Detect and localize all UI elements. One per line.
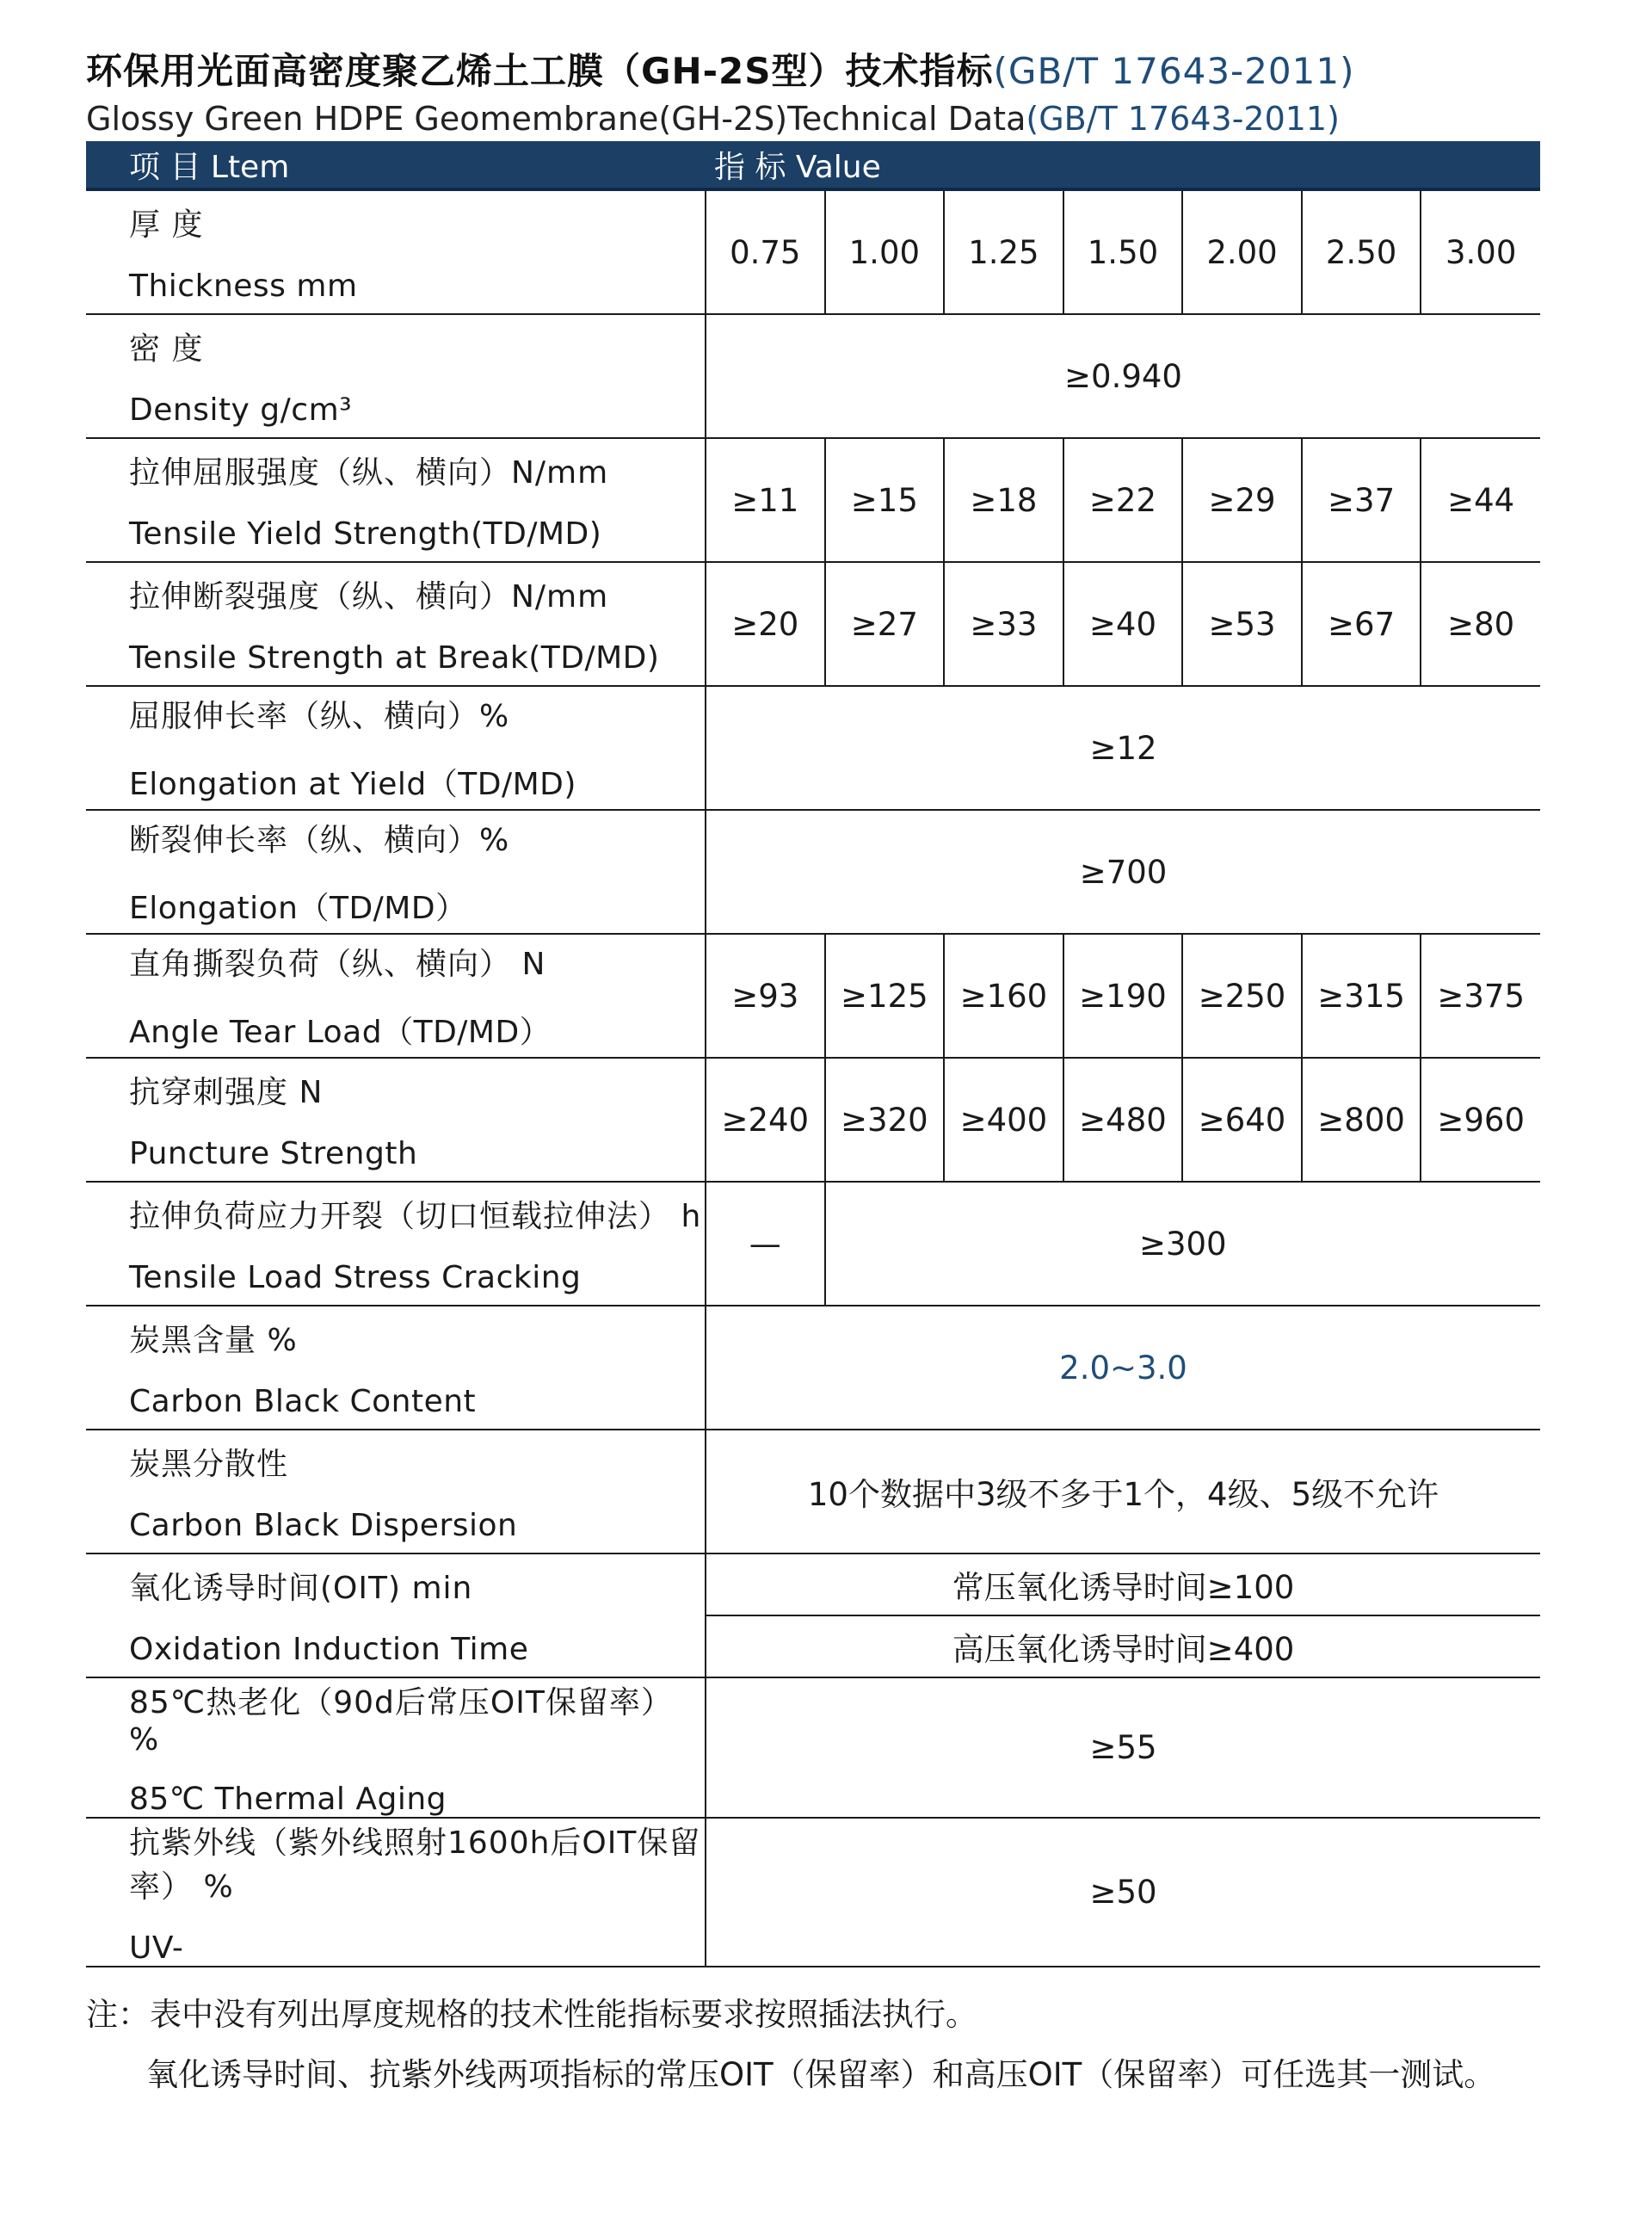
label-cn: 厚 度 bbox=[129, 207, 204, 243]
oit-high-pressure-value: 高压氧化诱导时间≥400 bbox=[706, 1615, 1540, 1677]
label-oit bbox=[86, 1553, 706, 1677]
puncture-value: ≥480 bbox=[1063, 1058, 1183, 1182]
label-thickness bbox=[86, 189, 706, 314]
tear-load-value: ≥315 bbox=[1302, 934, 1421, 1058]
yield-strength-value: ≥22 bbox=[1063, 438, 1183, 562]
row-elongation-yield bbox=[86, 686, 1540, 810]
elongation-yield-value: ≥12 bbox=[706, 686, 1540, 810]
yield-strength-value: ≥44 bbox=[1421, 438, 1540, 562]
label-en: Tensile Strength at Break(TD/MD) bbox=[129, 640, 660, 676]
elongation-break-value: ≥700 bbox=[706, 810, 1540, 934]
label-cn: 拉伸断裂强度（纵、横向）N/mm bbox=[129, 579, 609, 615]
label-en: Angle Tear Load（TD/MD） bbox=[129, 1015, 552, 1050]
row-break-strength bbox=[86, 562, 1540, 686]
break-strength-value: ≥80 bbox=[1421, 562, 1540, 686]
thickness-value: 0.75 bbox=[706, 189, 825, 314]
stress-cracking-value: ≥300 bbox=[825, 1182, 1540, 1306]
thickness-value: 2.00 bbox=[1182, 189, 1302, 314]
footnote bbox=[86, 1985, 1540, 2105]
stress-cracking-first: — bbox=[706, 1182, 825, 1306]
title-en-standard: (GB/T 17643-2011) bbox=[1026, 100, 1340, 138]
thickness-value: 1.00 bbox=[825, 189, 945, 314]
row-carbon-content bbox=[86, 1306, 1540, 1430]
tear-load-value: ≥250 bbox=[1182, 934, 1302, 1058]
label-carbon-dispersion bbox=[86, 1430, 706, 1553]
label-elongation-yield bbox=[86, 686, 706, 810]
label-cn: 85℃热老化（90d后常压OIT保留率） % bbox=[129, 1685, 673, 1757]
row-yield-strength bbox=[86, 438, 1540, 562]
label-cn: 炭黑分散性 bbox=[129, 1447, 289, 1482]
table-header-row bbox=[86, 141, 1540, 189]
label-cn: 密 度 bbox=[129, 331, 204, 367]
carbon-content-value: 2.0~3.0 bbox=[706, 1306, 1540, 1430]
label-elongation-break bbox=[86, 810, 706, 934]
thickness-value: 3.00 bbox=[1421, 189, 1540, 314]
label-cn: 抗穿刺强度 N bbox=[129, 1075, 324, 1110]
row-elongation-break bbox=[86, 810, 1540, 934]
label-en: Carbon Black Content bbox=[129, 1384, 477, 1419]
row-oit bbox=[86, 1553, 1540, 1615]
label-cn: 直角撕裂负荷（纵、横向） N bbox=[129, 947, 546, 982]
tear-load-value: ≥125 bbox=[825, 934, 945, 1058]
puncture-value: ≥960 bbox=[1421, 1058, 1540, 1182]
yield-strength-value: ≥11 bbox=[706, 438, 825, 562]
title-en bbox=[86, 100, 1540, 138]
break-strength-value: ≥40 bbox=[1063, 562, 1183, 686]
puncture-value: ≥800 bbox=[1302, 1058, 1421, 1182]
footnote-line-1: 注：表中没有列出厚度规格的技术性能指标要求按照插法执行。 bbox=[86, 1996, 977, 2033]
footnote-line-2: 氧化诱导时间、抗紫外线两项指标的常压OIT（保留率）和高压OIT（保留率）可任选其一测试。 bbox=[146, 2056, 1496, 2093]
break-strength-value: ≥53 bbox=[1182, 562, 1302, 686]
label-en: Tensile Load Stress Cracking bbox=[129, 1260, 582, 1295]
label-cn: 拉伸负荷应力开裂（切口恒载拉伸法） h bbox=[129, 1199, 702, 1234]
title-en-text: Glossy Green HDPE Geomembrane(GH-2S)Technical Data bbox=[86, 100, 1026, 138]
label-cn: 氧化诱导时间(OIT) min bbox=[129, 1571, 473, 1606]
yield-strength-value: ≥29 bbox=[1182, 438, 1302, 562]
tear-load-value: ≥190 bbox=[1063, 934, 1183, 1058]
uv-value: ≥50 bbox=[706, 1818, 1540, 1967]
puncture-value: ≥640 bbox=[1182, 1058, 1302, 1182]
break-strength-value: ≥20 bbox=[706, 562, 825, 686]
header-value: 指 标 Value bbox=[706, 141, 1540, 189]
row-tear-load bbox=[86, 934, 1540, 1058]
row-uv bbox=[86, 1818, 1540, 1967]
header-item: 项 目 Ltem bbox=[86, 141, 706, 189]
tear-load-value: ≥93 bbox=[706, 934, 825, 1058]
label-uv bbox=[86, 1818, 706, 1967]
label-carbon-content bbox=[86, 1306, 706, 1430]
label-tear-load bbox=[86, 934, 706, 1058]
label-en: Puncture Strength bbox=[129, 1136, 418, 1171]
label-thermal-aging bbox=[86, 1677, 706, 1818]
label-density bbox=[86, 314, 706, 438]
label-yield-strength bbox=[86, 438, 706, 562]
label-cn: 拉伸屈服强度（纵、横向）N/mm bbox=[129, 455, 609, 491]
puncture-value: ≥320 bbox=[825, 1058, 945, 1182]
break-strength-value: ≥67 bbox=[1302, 562, 1421, 686]
tear-load-value: ≥160 bbox=[944, 934, 1063, 1058]
label-puncture bbox=[86, 1058, 706, 1182]
thickness-value: 1.50 bbox=[1063, 189, 1183, 314]
label-en: Elongation（TD/MD） bbox=[129, 891, 467, 926]
puncture-value: ≥240 bbox=[706, 1058, 825, 1182]
label-cn: 断裂伸长率（纵、横向）% bbox=[129, 823, 510, 858]
oit-standard-value: 常压氧化诱导时间≥100 bbox=[706, 1553, 1540, 1615]
tear-load-value: ≥375 bbox=[1421, 934, 1540, 1058]
label-en: UV- bbox=[129, 1930, 184, 1966]
yield-strength-value: ≥18 bbox=[944, 438, 1063, 562]
label-en: Carbon Black Dispersion bbox=[129, 1508, 518, 1543]
row-carbon-dispersion bbox=[86, 1430, 1540, 1553]
carbon-dispersion-value: 10个数据中3级不多于1个，4级、5级不允许 bbox=[706, 1430, 1540, 1553]
label-en: Oxidation Induction Time bbox=[129, 1632, 529, 1667]
thickness-value: 1.25 bbox=[944, 189, 1063, 314]
label-en: 85℃ Thermal Aging bbox=[129, 1782, 447, 1817]
thermal-aging-value: ≥55 bbox=[706, 1677, 1540, 1818]
yield-strength-value: ≥37 bbox=[1302, 438, 1421, 562]
thickness-value: 2.50 bbox=[1302, 189, 1421, 314]
title-cn-standard: (GB/T 17643-2011) bbox=[993, 50, 1355, 92]
row-thermal-aging bbox=[86, 1677, 1540, 1818]
technical-data-table bbox=[86, 141, 1540, 1967]
title-cn bbox=[86, 43, 1540, 95]
label-cn: 屈服伸长率（纵、横向）% bbox=[129, 699, 510, 734]
label-en: Thickness mm bbox=[129, 269, 358, 304]
label-en: Tensile Yield Strength(TD/MD) bbox=[129, 516, 602, 552]
label-en: Density g/cm³ bbox=[129, 392, 353, 428]
label-cn: 抗紫外线（紫外线照射1600h后OIT保留率） % bbox=[129, 1825, 701, 1905]
row-thickness bbox=[86, 189, 1540, 314]
document-page bbox=[86, 43, 1540, 2105]
puncture-value: ≥400 bbox=[944, 1058, 1063, 1182]
row-puncture bbox=[86, 1058, 1540, 1182]
density-value: ≥0.940 bbox=[706, 314, 1540, 438]
yield-strength-value: ≥15 bbox=[825, 438, 945, 562]
label-stress-cracking bbox=[86, 1182, 706, 1306]
row-density bbox=[86, 314, 1540, 438]
label-en: Elongation at Yield（TD/MD) bbox=[129, 767, 576, 802]
break-strength-value: ≥27 bbox=[825, 562, 945, 686]
title-cn-text: 环保用光面高密度聚乙烯土工膜（GH-2S型）技术指标 bbox=[86, 50, 994, 92]
label-cn: 炭黑含量 % bbox=[129, 1323, 298, 1358]
label-break-strength bbox=[86, 562, 706, 686]
row-stress-cracking bbox=[86, 1182, 1540, 1306]
break-strength-value: ≥33 bbox=[944, 562, 1063, 686]
